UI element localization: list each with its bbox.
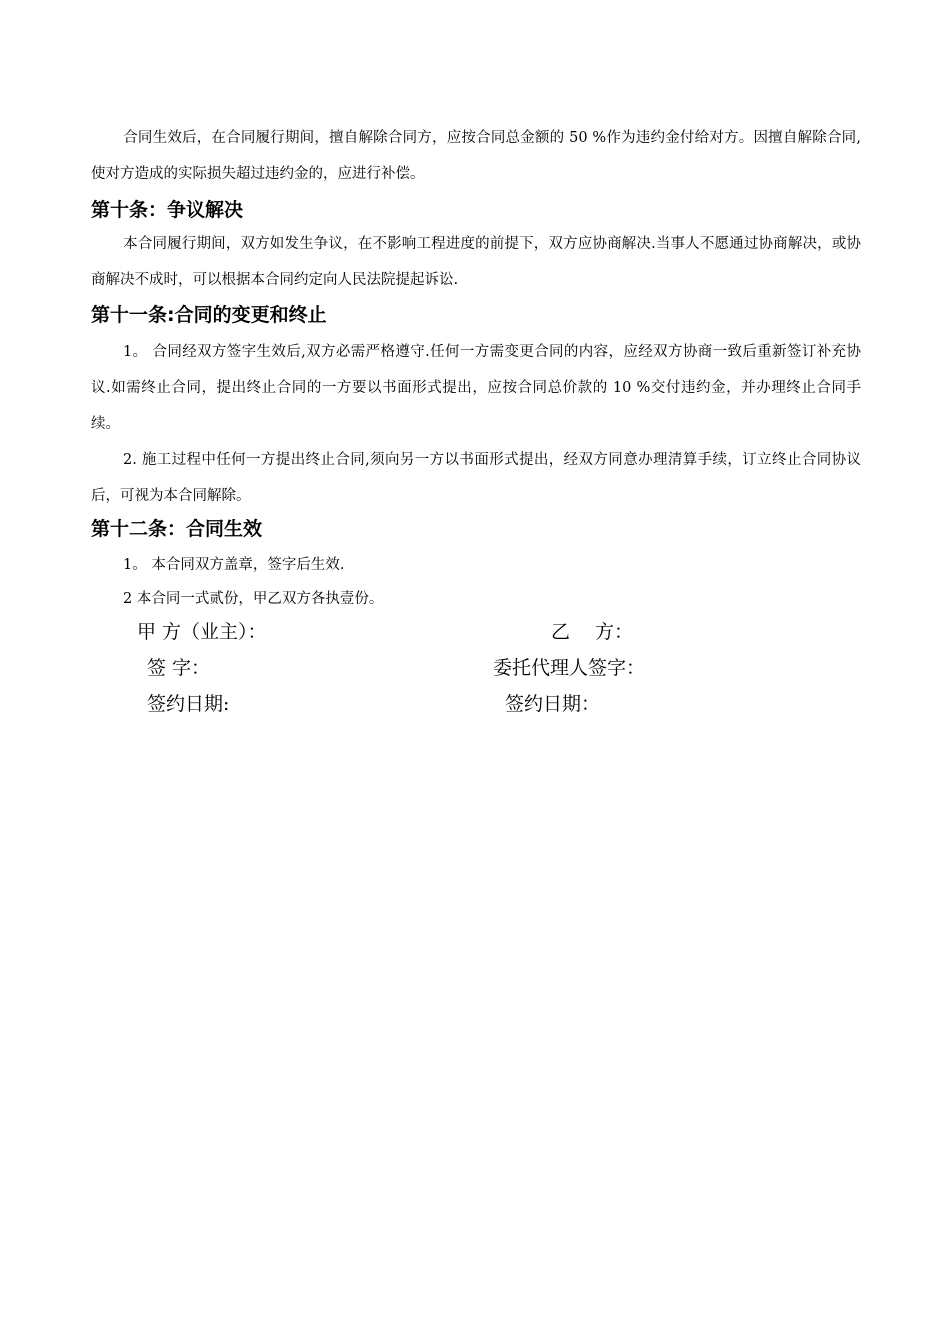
article11-paragraph-2: [91, 442, 861, 514]
party-b-date-label: 签约日期：: [505, 693, 601, 715]
article10-heading: 第十条：争议解决: [91, 199, 244, 221]
article11-paragraph-1-text: 1。 合同经双方签字生效后,双方必需严格遵守.任何一方需变更合同的内容，应经双方协商一致后重新签订补充协议.如需终止合同，提出终止合同的一方要以书面形式提出，应按合同总价款的 10 %交付违约金，并办理终止合同手续。: [91, 344, 861, 432]
article10-paragraph: [91, 226, 861, 298]
article9-paragraph: [91, 120, 861, 192]
party-a-label: 甲 方（业主）：: [137, 621, 267, 643]
article11-paragraph-2-text: 2. 施工过程中任何一方提出终止合同,须向另一方以书面形式提出，经双方同意办理清算手续，订立终止合同协议后，可视为本合同解除。: [91, 452, 861, 504]
article12-item-1: 1。 本合同双方盖章，签字后生效.: [123, 557, 345, 573]
article12-item-2: 2 本合同一式贰份，甲乙双方各执壹份。: [123, 591, 384, 607]
party-a-date-label: 签约日期:: [147, 693, 230, 715]
party-b-label: 乙 方：: [551, 621, 634, 643]
article12-heading: 第十二条：合同生效: [91, 518, 263, 540]
article10-paragraph-text: 本合同履行期间，双方如发生争议，在不影响工程进度的前提下，双方应协商解决.当事人不愿通过协商解决，或协商解决不成时，可以根据本合同约定向人民法院提起诉讼.: [91, 236, 861, 288]
article11-paragraph-1: [91, 334, 861, 442]
party-b-agent-sign-label: 委托代理人签字：: [493, 657, 646, 679]
article11-heading: 第十一条:合同的变更和终止: [91, 304, 327, 326]
article9-paragraph-text: 合同生效后，在合同履行期间，擅自解除合同方，应按合同总金额的 50 %作为违约金付给对方。因擅自解除合同,使对方造成的实际损失超过违约金的，应进行补偿。: [91, 130, 861, 182]
party-a-sign-label: 签 字：: [147, 657, 211, 679]
